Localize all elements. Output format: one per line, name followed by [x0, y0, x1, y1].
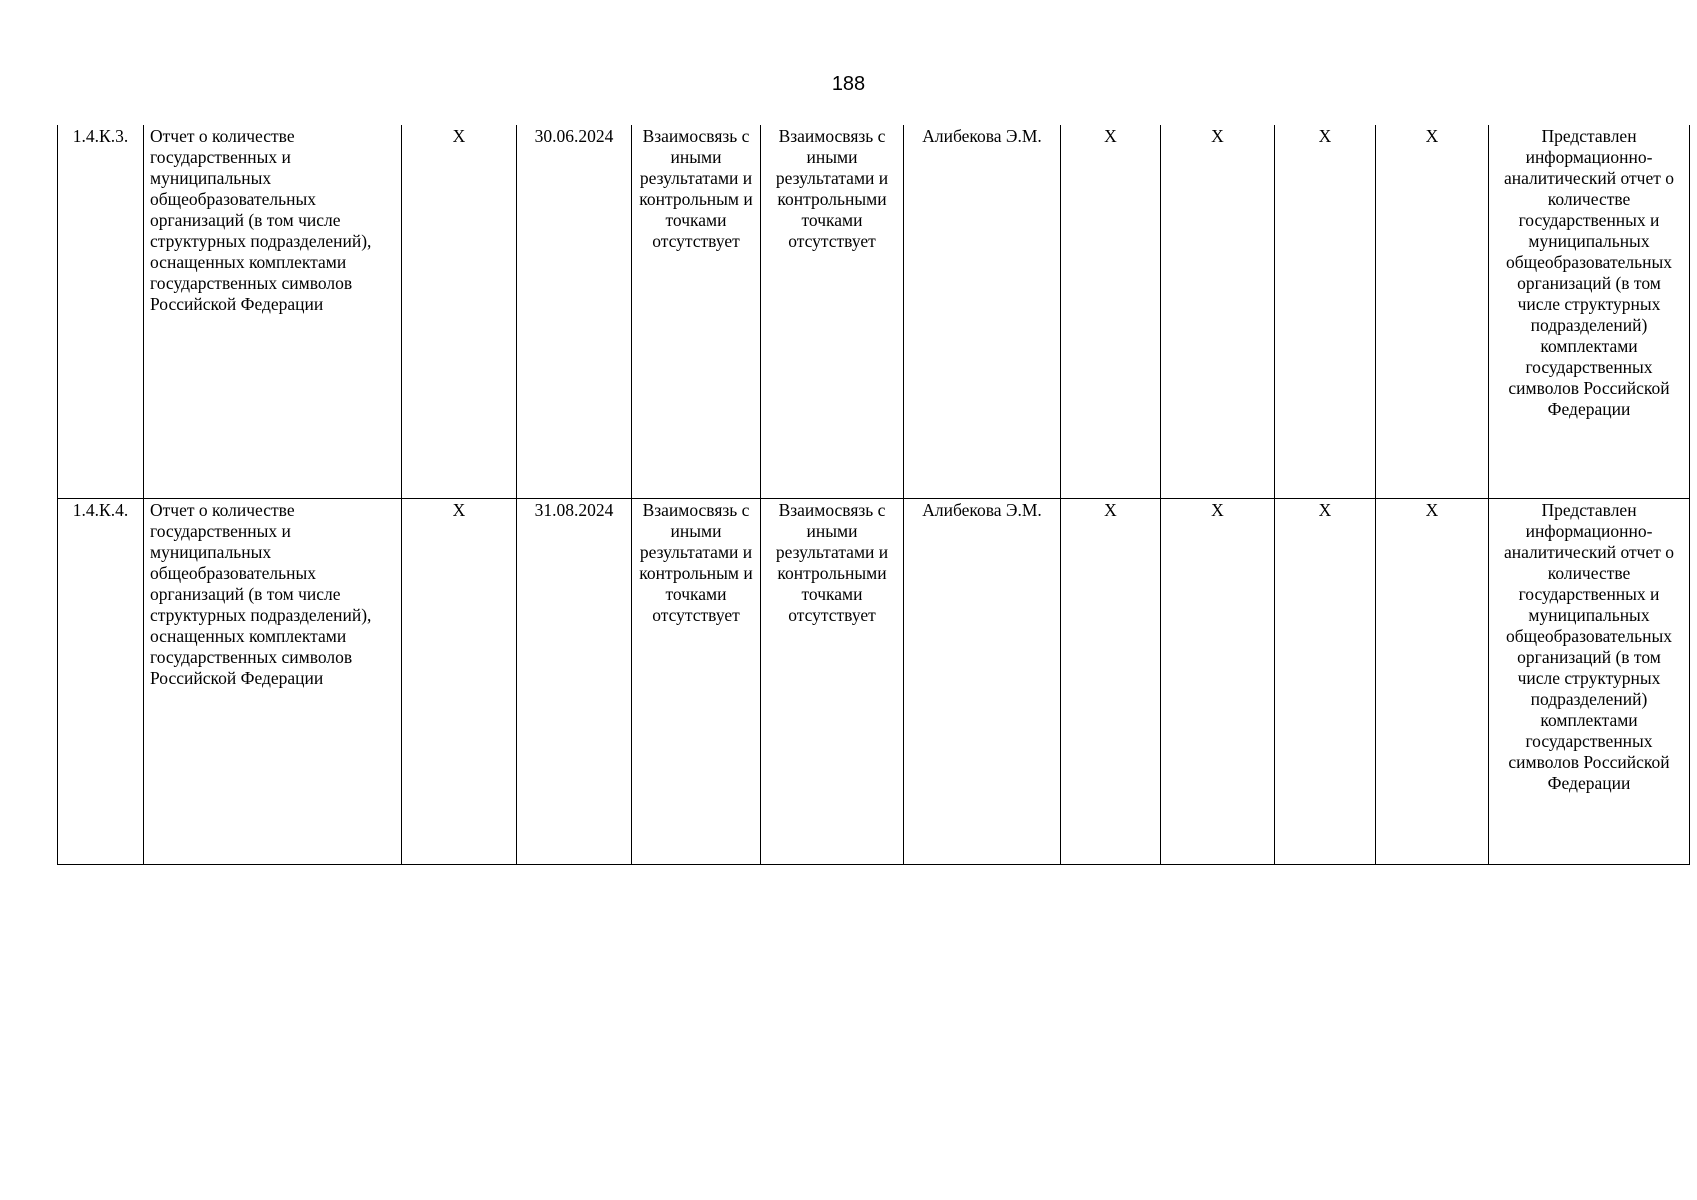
row-number-cell: 1.4.К.3. [58, 125, 144, 499]
control-point-name-cell: Отчет о количестве государственных и муниципальных общеобразовательных организаций (в том числе структурных подразделений), оснащенных комплектами государственных символов Российской Федерации [144, 499, 402, 865]
mark-cell: Х [1376, 125, 1489, 499]
mark-cell: Х [1275, 125, 1376, 499]
responsible-cell: Алибекова Э.М. [904, 125, 1061, 499]
date-cell: 31.08.2024 [517, 499, 632, 865]
mark-cell: Х [1275, 499, 1376, 865]
responsible-cell: Алибекова Э.М. [904, 499, 1061, 865]
control-point-name-cell: Отчет о количестве государственных и муниципальных общеобразовательных организаций (в том числе структурных подразделений), оснащенных комплектами государственных символов Российской Федерации [144, 125, 402, 499]
relation-previous-cell: Взаимосвязь с иными результатами и контрольным и точками отсутствует [632, 499, 761, 865]
result-description-cell: Представлен информационно-аналитический отчет о количестве государственных и муниципальных общеобразовательных организаций (в том числе структурных подразделений) комплектами государственных символов Российской Федерации [1489, 499, 1690, 865]
date-cell: 30.06.2024 [517, 125, 632, 499]
relation-next-cell: Взаимосвязь с иными результатами и контрольными точками отсутствует [761, 499, 904, 865]
table-row [58, 125, 1690, 499]
row-number-cell: 1.4.К.4. [58, 499, 144, 865]
mark-cell: Х [402, 499, 517, 865]
mark-cell: Х [1376, 499, 1489, 865]
control-points-table [57, 125, 1690, 865]
page-number: 188 [831, 73, 866, 95]
mark-cell: Х [1161, 499, 1275, 865]
mark-cell: Х [1161, 125, 1275, 499]
mark-cell: Х [1061, 499, 1161, 865]
mark-cell: Х [1061, 125, 1161, 499]
table-row [58, 499, 1690, 865]
result-description-cell: Представлен информационно-аналитический отчет о количестве государственных и муниципальных общеобразовательных организаций (в том числе структурных подразделений) комплектами государственных символов Российской Федерации [1489, 125, 1690, 499]
mark-cell: Х [402, 125, 517, 499]
relation-next-cell: Взаимосвязь с иными результатами и контрольными точками отсутствует [761, 125, 904, 499]
relation-previous-cell: Взаимосвязь с иными результатами и контрольным и точками отсутствует [632, 125, 761, 499]
